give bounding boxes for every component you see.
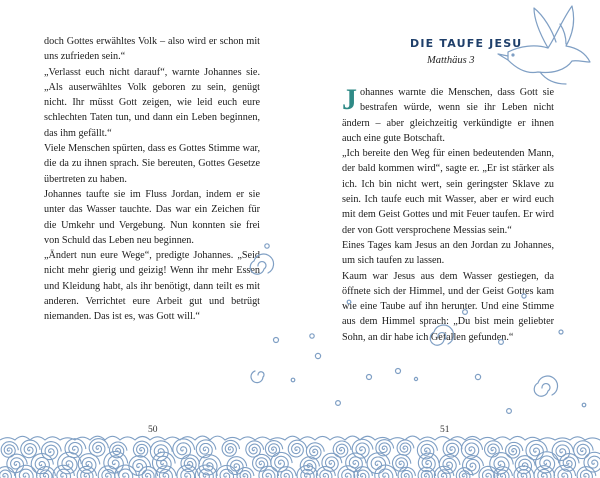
wave-spiral <box>574 441 594 459</box>
right-paragraph-4: Kaum war Jesus aus dem Wasser gestiegen, da öffnete sich der Himmel, und der Geist Gottes kam wie eine Taube auf ihn herunter. Und eine Stimme aus dem Himmel sprach: „Du bist mein geliebter Sohn, an dir habe ich Gefallen gefunden.“ <box>342 270 554 343</box>
right-paragraph-2: „Ich bereite den Weg für einen bedeutenden Mann, der bald kommen wird“, sagte er. „Er ist stärker als ich. Ich bin nicht wert, sein geringster Sklave zu sein. Ich taufe euch mit Wasser, aber er wird euch mit dem Geist Gottes und mit Feuer taufen. Er wird der von Gott versprochene Messias sein.“ <box>342 148 554 236</box>
left-paragraph-2: „Verlasst euch nicht darauf“, warnte Johannes sie. „Als auserwähltes Volk geboren zu sein, genügt nicht. Ihr müsst Gott zeigen, wie leid euch eure schlechten Taten tun, und dann ein Leben beginnen, das ihm gefällt.“ <box>44 66 260 139</box>
wave-spiral <box>265 441 282 457</box>
right-page-number: 51 <box>440 425 450 435</box>
wave-crest <box>0 436 600 440</box>
wave-spiral <box>456 468 473 478</box>
left-page-number: 50 <box>148 425 158 435</box>
wave-spiral <box>271 452 292 471</box>
wave-spiral <box>398 467 415 478</box>
left-paragraph-3: Viele Menschen spürten, dass es Gottes Stimme war, die da zu ihnen sprach. Sie bereuten, Gottes Gesetze übertreten zu haben. <box>44 143 260 185</box>
right-paragraph-3: Eines Tages kam Jesus an den Jordan zu Johannes, um sich taufen zu lassen. <box>342 239 554 267</box>
right-paragraph-1-text: ohannes warnte die Menschen, dass Gott sie bestrafen würde, wenn sie ihr Leben nicht ändern – aber gleichzeitig verkündigte er ihnen auch eine gute Botschaft. <box>342 87 554 144</box>
wave-spiral <box>554 465 576 478</box>
wave-spiral <box>89 439 108 457</box>
left-paragraph-5: „Ändert nun eure Wege“, predigte Johannes. „Seid nicht mehr gierig und geizig! Wenn ihr mehr Essen und Kleidung habt, als ihr benötigt, dann teilt es mit anderen. Verrichtet eure Arbeit gut und betrügt niemanden. Das ist es, was Gott will.“ <box>44 250 260 323</box>
left-paragraph-4: Johannes taufte sie im Fluss Jordan, indem er sie unter das Wasser tauchte. Das war ein Zeichen für die Umkehr und Vergebung. Nun konnten sie frei von Schuld das Leben neu beginnen. <box>44 188 260 246</box>
wave-spiral <box>199 455 221 475</box>
wave-spiral <box>288 440 306 457</box>
wave-spiral <box>1 442 18 458</box>
left-paragraph-1: doch Gottes erwähltes Volk – also wird er schon mit uns zufrieden sein.“ <box>44 36 260 63</box>
wave-spiral <box>173 439 195 459</box>
wave-spiral <box>397 440 414 455</box>
wave-spiral <box>354 467 373 478</box>
wave-spiral <box>222 440 239 456</box>
chapter-title: DIE TAUFE JESU <box>410 37 523 50</box>
dropcap-letter: J <box>342 83 357 116</box>
wave-spiral <box>77 466 96 478</box>
chapter-reference: Matthäus 3 <box>427 55 475 66</box>
wave-spiral <box>560 454 579 472</box>
wave-spiral <box>65 439 86 458</box>
wave-spiral <box>181 455 200 472</box>
wave-spiral <box>485 441 503 457</box>
wave-spiral <box>133 441 151 457</box>
wave-spiral <box>316 467 335 478</box>
wave-spiral <box>42 442 62 460</box>
wave-spiral <box>443 440 462 457</box>
